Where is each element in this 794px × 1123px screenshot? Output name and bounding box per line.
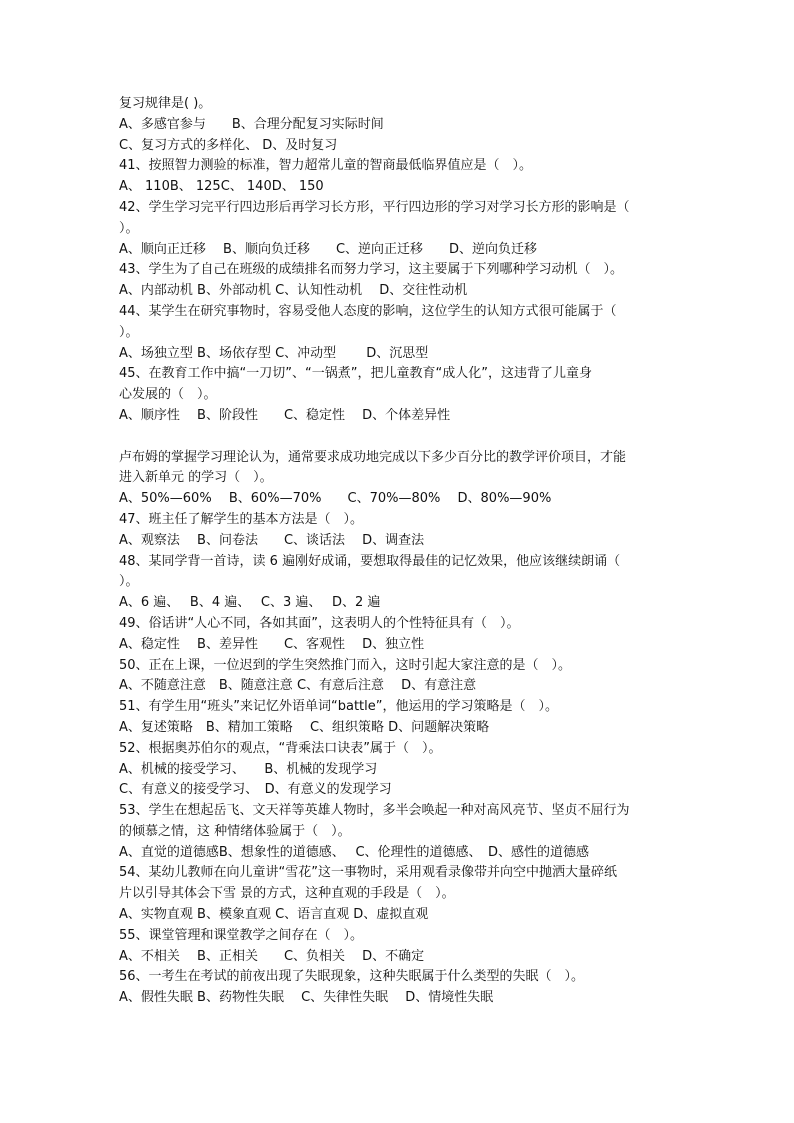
question-53-continued: 的倾慕之情，这 种情绪体验属于（ ）。	[119, 823, 351, 839]
question-55: 55、课堂管理和课堂教学之间存在（ ）。	[119, 927, 364, 943]
answer-options: A、观察法 B、问卷法 C、谈话法 D、调查法	[119, 532, 425, 548]
answer-options: A、假性失眠 B、药物性失眠 C、失律性失眠 D、情境性失眠	[119, 990, 494, 1006]
question-48: 48、某同学背一首诗，读 6 遍刚好成诵，要想取得最佳的记忆效果，他应该继续朗诵（	[119, 553, 621, 569]
answer-options: A、不随意注意 B、随意注意 C、有意后注意 D、有意注意	[119, 678, 477, 694]
question-54: 54、某幼儿教师在向儿童讲“雪花”这一事物时，采用观看录像带并向空中抛洒大量碎纸	[119, 865, 618, 881]
question-43: 43、学生为了自己在班级的成绩排名而努力学习，这主要属于下列哪种学习动机（ ）。	[119, 262, 624, 278]
answer-options: A、机械的接受学习、 B、机械的发现学习	[119, 761, 378, 777]
answer-options: A、场独立型 B、场依存型 C、冲动型 D、沉思型	[119, 345, 429, 361]
question-45-continued: 心发展的（ ）。	[119, 387, 217, 403]
question-56: 56、一考生在考试的前夜出现了失眠现象，这种失眠属于什么类型的失眠（ ）。	[119, 969, 585, 985]
question-42: 42、学生学习完平行四边形后再学习长方形，平行四边形的学习对学习长方形的影响是（	[119, 199, 630, 215]
answer-options: A、顺序性 B、阶段性 C、稳定性 D、个体差异性	[119, 407, 451, 423]
question-48-continued: ）。	[119, 574, 139, 590]
answer-options: A、顺向正迁移 B、顺向负迁移 C、逆向正迁移 D、逆向负迁移	[119, 241, 538, 257]
answer-options: A、多感官参与 B、合理分配复习实际时间	[119, 116, 384, 132]
question-46-continued: 进入新单元 的学习（ ）。	[119, 470, 273, 486]
question-41: 41、按照智力测验的标准，智力超常儿童的智商最低临界值应是（ ）。	[119, 158, 533, 174]
answer-options: A、直觉的道德感B、想象性的道德感、 C、伦理性的道德感、 D、感性的道德感	[119, 844, 590, 860]
question-44-continued: ）。	[119, 324, 139, 340]
question-46: 卢布姆的掌握学习理论认为，通常要求成功地完成以下多少百分比的教学评价项目，才能	[119, 449, 627, 465]
answer-options: A、 110B、 125C、 140D、 150	[119, 179, 324, 195]
answer-options: C、复习方式的多样化、 D、及时复习	[119, 137, 338, 153]
answer-options: A、不相关 B、正相关 C、负相关 D、不确定	[119, 948, 425, 964]
question-52: 52、根据奥苏伯尔的观点，“背乘法口诀表”属于（ ）。	[119, 740, 442, 756]
question-51: 51、有学生用“班头”来记忆外语单词“battle”，他运用的学习策略是（ ）。	[119, 699, 559, 715]
answer-options: A、稳定性 B、差异性 C、客观性 D、独立性	[119, 636, 425, 652]
question-45: 45、在教育工作中搞“一刀切”、“一锅煮”，把儿童教育“成人化”，这违背了儿童身	[119, 366, 592, 382]
question-42-continued: ）。	[119, 220, 139, 236]
answer-options: A、实物直观 B、模象直观 C、语言直观 D、虚拟直观	[119, 907, 429, 923]
question-stem: 复习规律是( )。	[119, 96, 212, 111]
question-50: 50、正在上课，一位迟到的学生突然推门而入，这时引起大家注意的是（ ）。	[119, 657, 572, 673]
question-53: 53、学生在想起岳飞、文天祥等英雄人物时，多半会唤起一种对高风亮节、坚贞不屈行为	[119, 803, 630, 819]
question-47: 47、班主任了解学生的基本方法是（ ）。	[119, 511, 364, 527]
question-44: 44、某学生在研究事物时，容易受他人态度的影响，这位学生的认知方式很可能属于（	[119, 303, 617, 319]
answer-options: C、有意义的接受学习、 D、有意义的发现学习	[119, 782, 392, 798]
answer-options: A、50%—60% B、60%—70% C、70%—80% D、80%—90%	[119, 491, 552, 507]
answer-options: A、内部动机 B、外部动机 C、认知性动机 D、交往性动机	[119, 283, 468, 299]
answer-options: A、复述策略 B、精加工策略 C、组织策略 D、问题解决策略	[119, 719, 490, 735]
answer-options: A、6 遍、 B、4 遍、 C、3 遍、 D、2 遍	[119, 595, 381, 611]
blank-line	[119, 427, 679, 448]
question-54-continued: 片以引导其体会下雪 景的方式，这种直观的手段是（ ）。	[119, 886, 455, 902]
question-49: 49、俗话讲“人心不同，各如其面”，这表明人的个性特征具有（ ）。	[119, 615, 520, 631]
document-body	[119, 94, 679, 1009]
